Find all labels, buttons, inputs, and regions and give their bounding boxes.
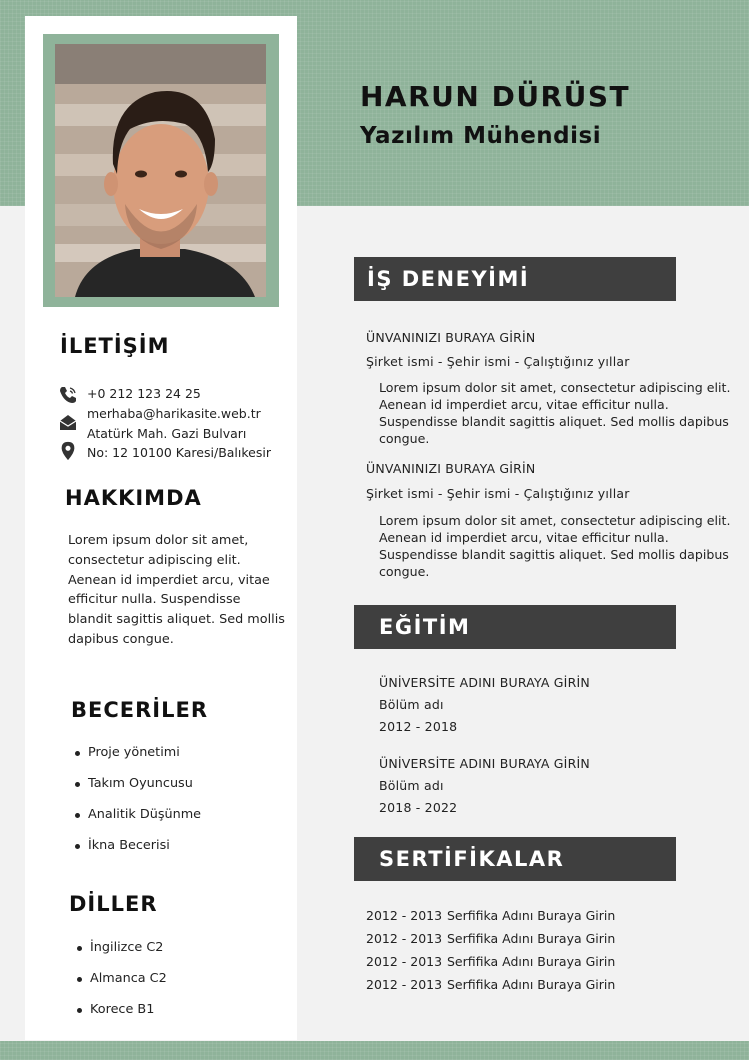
education-school-2: ÜNİVERSİTE ADINI BURAYA GİRİN — [379, 756, 590, 771]
about-heading: HAKKIMDA — [65, 486, 202, 510]
contact-address-line1: Atatürk Mah. Gazi Bulvarı — [87, 426, 247, 441]
list-item: Proje yönetimi — [73, 744, 201, 775]
certificate-years: 2012 - 2013 — [366, 908, 443, 923]
contact-address-line2: No: 12 10100 Karesi/Balıkesir — [87, 445, 271, 460]
languages-heading: DİLLER — [69, 892, 158, 916]
education-school-1: ÜNİVERSİTE ADINI BURAYA GİRİN — [379, 675, 590, 690]
languages-list — [75, 939, 167, 1032]
skills-heading: BECERİLER — [71, 698, 208, 722]
list-item: Korece B1 — [75, 1001, 167, 1032]
certificate-row — [366, 931, 615, 946]
education-years-2: 2018 - 2022 — [379, 800, 458, 815]
location-pin-icon — [58, 441, 78, 461]
certificate-name: Serfifika Adını Buraya Girin — [447, 977, 616, 992]
candidate-name: HARUN DÜRÜST — [360, 80, 631, 113]
job-company-1: Şirket ismi - Şehir ismi - Çalıştığınız yıllar — [366, 354, 630, 369]
certificate-name: Serfifika Adını Buraya Girin — [447, 931, 616, 946]
certificate-row — [366, 954, 615, 969]
mail-icon — [58, 413, 78, 433]
certificate-name: Serfifika Adını Buraya Girin — [447, 954, 616, 969]
job-description-2: Lorem ipsum dolor sit amet, consectetur adipiscing elit. Aenean id imperdiet arcu, vitae efficitur nulla. Suspendisse blandit sagittis aliquet. Sed mollis dapibus congue. — [379, 513, 731, 579]
education-heading: EĞİTİM — [354, 605, 676, 649]
job-company-2: Şirket ismi - Şehir ismi - Çalıştığınız yıllar — [366, 486, 630, 501]
list-item: Almanca C2 — [75, 970, 167, 1001]
job-title: Yazılım Mühendisi — [360, 123, 602, 149]
education-department-1: Bölüm adı — [379, 697, 444, 712]
about-text: Lorem ipsum dolor sit amet, consectetur adipiscing elit. Aenean id imperdiet arcu, vitae efficitur nulla. Suspendisse blandit sagittis aliquet. Sed mollis dapibus congue. — [68, 533, 285, 647]
job-title-2: ÜNVANINIZI BURAYA GİRİN — [366, 461, 536, 476]
certificate-row — [366, 908, 615, 923]
job-title-1: ÜNVANINIZI BURAYA GİRİN — [366, 330, 536, 345]
list-item: İkna Becerisi — [73, 837, 201, 868]
skills-list — [73, 744, 201, 868]
experience-heading: İŞ DENEYİMİ — [354, 257, 676, 301]
footer-band — [0, 1041, 749, 1060]
certificate-years: 2012 - 2013 — [366, 977, 443, 992]
contact-email: merhaba@harikasite.web.tr — [87, 406, 261, 421]
list-item: Takım Oyuncusu — [73, 775, 201, 806]
certificates-heading: SERTİFİKALAR — [354, 837, 676, 881]
certificate-row — [366, 977, 615, 992]
contact-phone: +0 212 123 24 25 — [87, 386, 201, 401]
certificate-years: 2012 - 2013 — [366, 954, 443, 969]
list-item: İngilizce C2 — [75, 939, 167, 970]
contact-heading: İLETİŞİM — [60, 334, 170, 358]
certificate-years: 2012 - 2013 — [366, 931, 443, 946]
education-department-2: Bölüm adı — [379, 778, 444, 793]
list-item: Analitik Düşünme — [73, 806, 201, 837]
phone-icon — [58, 385, 78, 405]
job-description-1: Lorem ipsum dolor sit amet, consectetur adipiscing elit. Aenean id imperdiet arcu, vitae efficitur nulla. Suspendisse blandit sagittis aliquet. Sed mollis dapibus congue. — [379, 380, 731, 446]
certificate-name: Serfifika Adını Buraya Girin — [447, 908, 616, 923]
education-years-1: 2012 - 2018 — [379, 719, 458, 734]
profile-photo — [55, 44, 266, 297]
